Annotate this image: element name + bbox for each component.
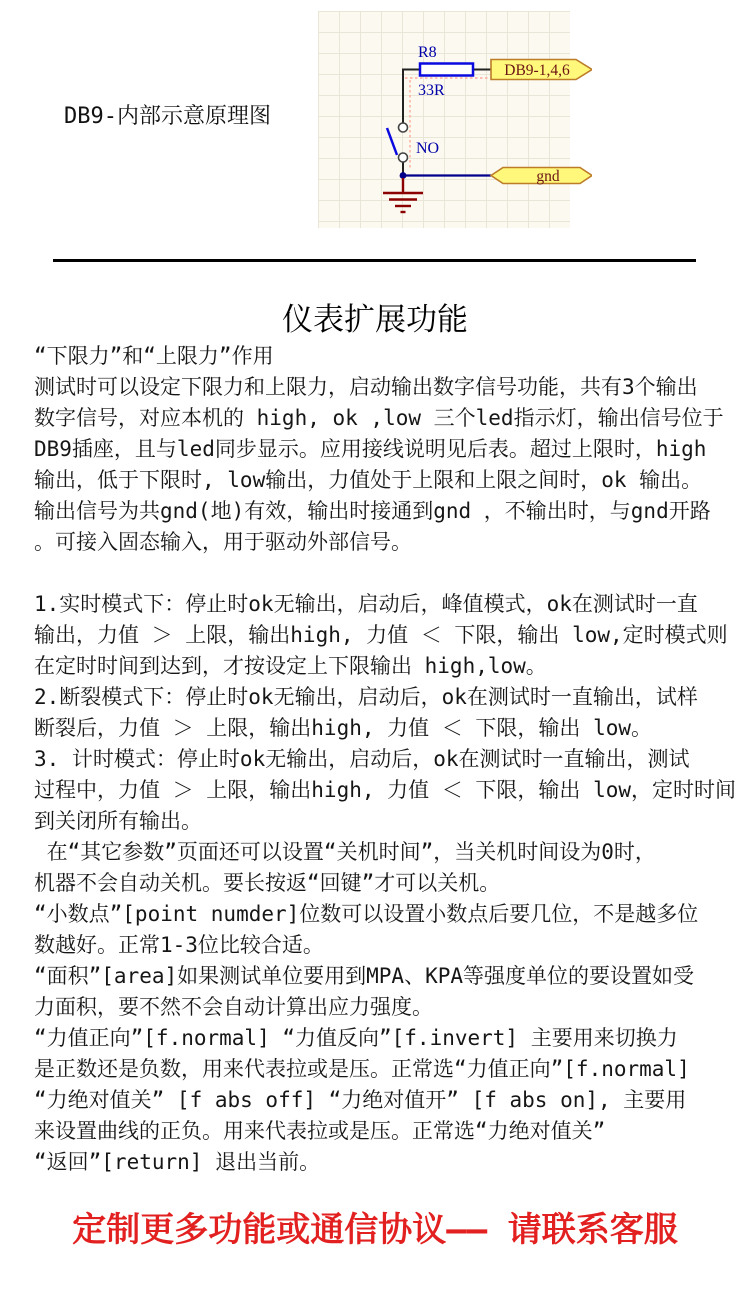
body-line: 3. 计时模式：停止时ok无输出，启动后，ok在测试时一直输出，测试 [34, 747, 690, 771]
body-line: 过程中，力值 ＞ 上限，输出high, 力值 ＜ 下限，输出 low，定时时间 [34, 778, 737, 802]
body-line: 力面积，要不然不会自动计算出应力强度。 [34, 995, 433, 1019]
section-divider [53, 259, 696, 262]
body-line: 。可接入固态输入，用于驱动外部信号。 [34, 530, 412, 554]
body-line: “下限力”和“上限力”作用 [34, 344, 274, 368]
schematic-diagram [318, 10, 592, 228]
body-line: 数字信号，对应本机的 high, ok ,low 三个led指示灯，输出信号位于 [34, 406, 724, 430]
port-db9-label: DB9-1,4,6 [504, 62, 570, 79]
body-line: 输出信号为共gnd(地)有效，输出时接通到gnd ，不输出时，与gnd开路 [34, 499, 711, 523]
port-gnd-label: gnd [536, 168, 560, 185]
body-line: “力绝对值关” [f abs off] “力绝对值开” [f abs on], 主要用 [34, 1088, 687, 1112]
body-line: 测试时可以设定下限力和上限力，启动输出数字信号功能，共有3个输出 [34, 375, 698, 399]
body-line: 2.断裂模式下：停止时ok无输出，启动后，ok在测试时一直输出，试样 [34, 685, 698, 709]
body-line: 是正数还是负数，用来代表拉或是压。正常选“力值正向”[f.normal] [34, 1057, 690, 1081]
resistor-ref-label: R8 [418, 44, 437, 61]
body-line: DB9插座，且与led同步显示。应用接线说明见后表。超过上限时，high [34, 437, 707, 461]
body-line: 1.实时模式下：停止时ok无输出，启动后，峰值模式，ok在测试时一直 [34, 592, 698, 616]
body-line: 来设置曲线的正负。用来代表拉或是压。正常选“力绝对值关” [34, 1119, 606, 1143]
switch-no-label: NO [416, 140, 440, 157]
body-line: 到关闭所有输出。 [34, 809, 202, 833]
ground-icon [383, 178, 423, 212]
body-line: 输出，低于下限时, low输出，力值处于上限和上限之间时，ok 输出。 [34, 468, 703, 492]
footer-contact-note: 定制更多功能或通信协议—— 请联系客服 [72, 1210, 678, 1250]
body-line-blank [34, 558, 740, 589]
body-line: “返回”[return] 退出当前。 [34, 1150, 321, 1174]
junction-dot [400, 172, 407, 179]
body-line: 断裂后，力值 ＞ 上限，输出high, 力值 ＜ 下限，输出 low。 [34, 716, 653, 740]
body-text [34, 341, 740, 1178]
switch-terminal-bottom [399, 153, 408, 162]
body-line: “面积”[area]如果测试单位要用到MPA、KPA等强度单位的要设置如受 [34, 964, 695, 988]
schematic-caption: DB9-内部示意原理图 [64, 104, 271, 129]
page-title: 仪表扩展功能 [282, 302, 468, 338]
body-line: “小数点”[point numder]位数可以设置小数点后要几位，不是越多位 [34, 902, 699, 926]
resistor-symbol [420, 64, 473, 76]
body-line: 输出，力值 ＞ 上限，输出high, 力值 ＜ 下限，输出 low,定时模式则 [34, 623, 728, 647]
body-line: 在“其它参数”页面还可以设置“关机时间”，当关机时间设为0时， [34, 840, 656, 864]
body-line: 数越好。正常1-3位比较合适。 [34, 933, 324, 957]
body-line: 机器不会自动关机。要长按返“回键”才可以关机。 [34, 871, 501, 895]
body-line: 在定时时间到达到，才按设定上下限输出 high,low。 [34, 654, 547, 678]
body-line: “力值正向”[f.normal] “力值反向”[f.invert] 主要用来切换力 [34, 1026, 678, 1050]
switch-terminal-top [399, 123, 408, 132]
resistor-value-label: 33R [418, 82, 445, 99]
switch-lever [387, 128, 397, 155]
